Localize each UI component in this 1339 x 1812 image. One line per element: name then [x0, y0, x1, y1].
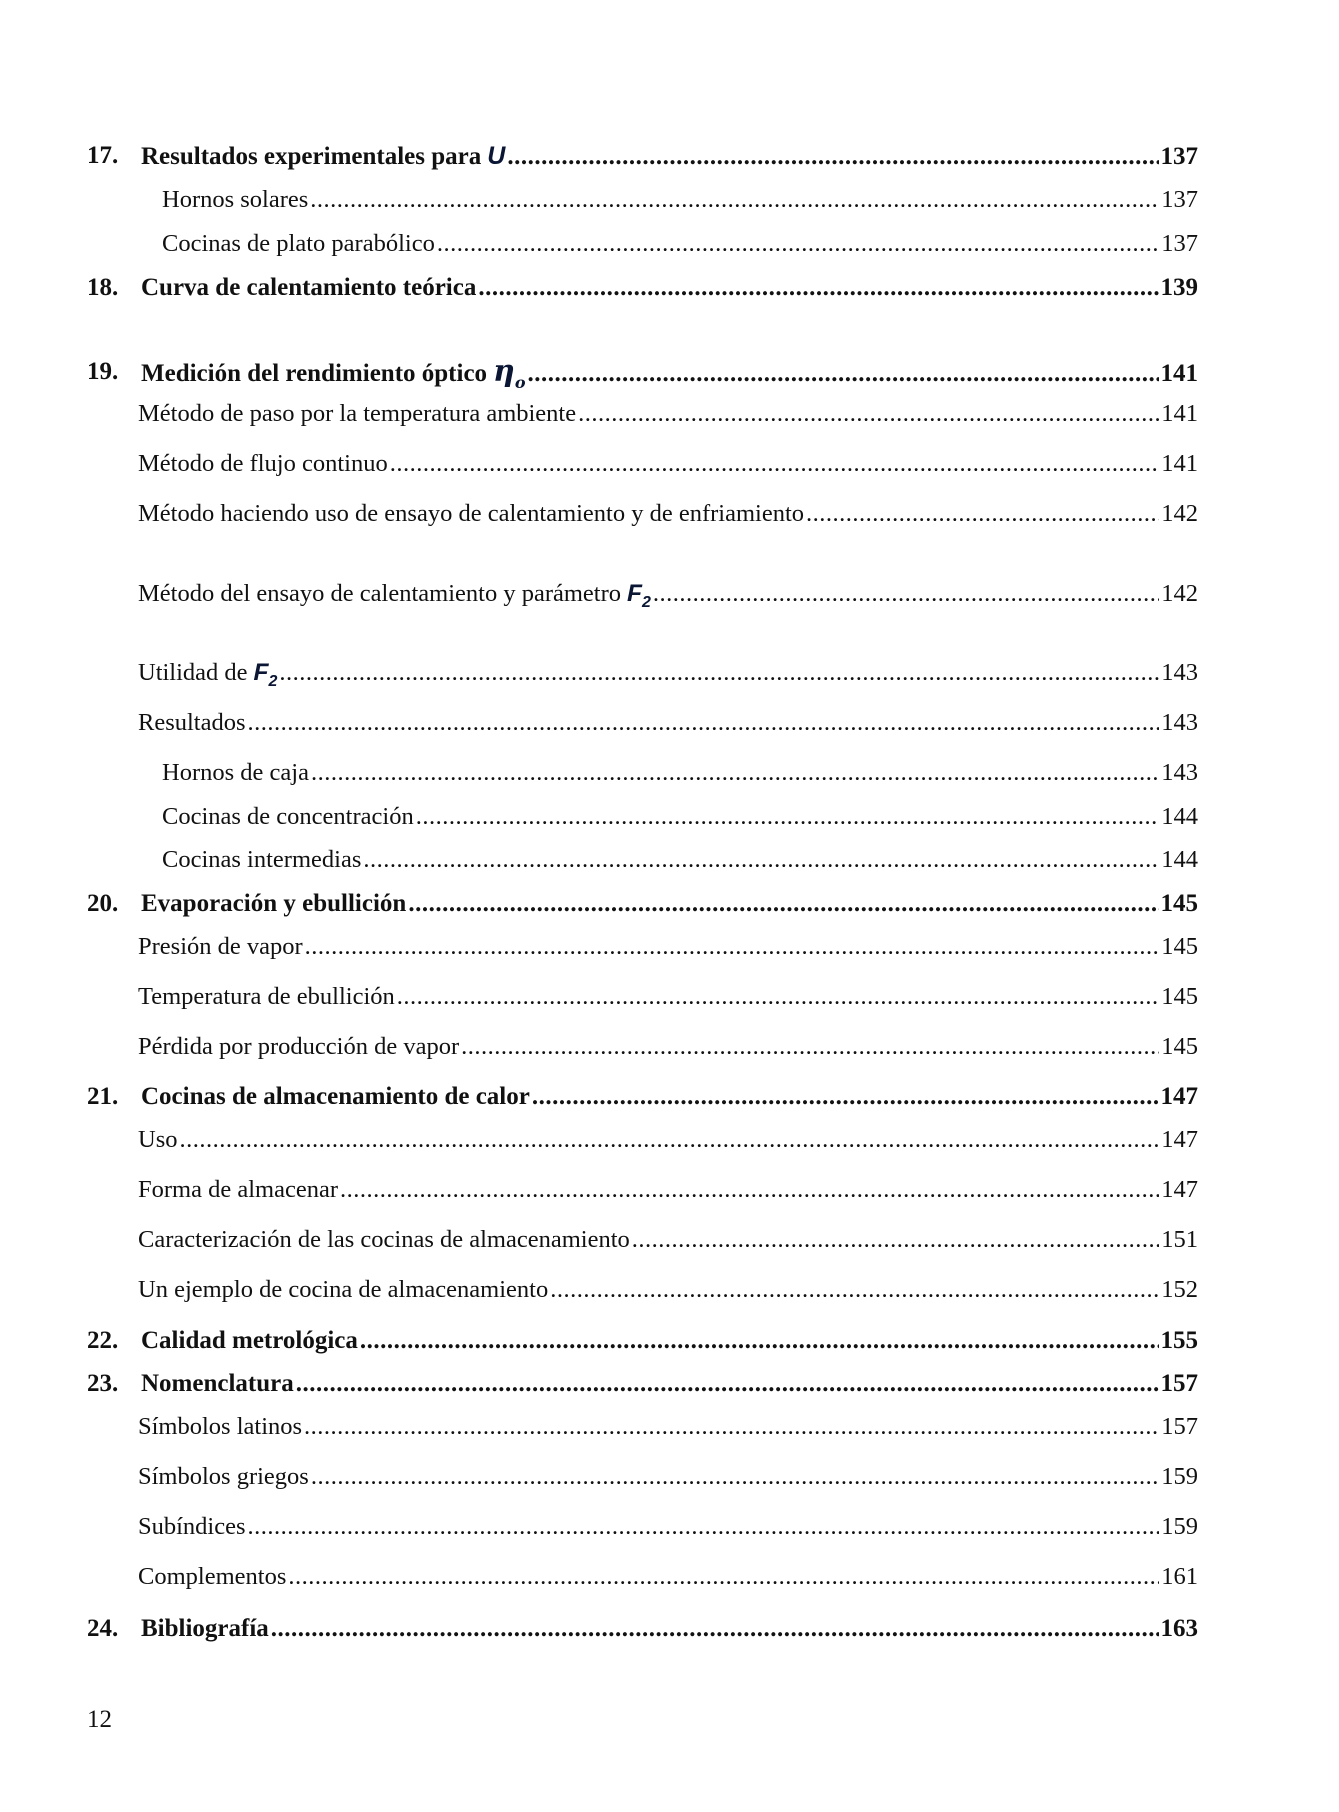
toc-entry-title: Cocinas de almacenamiento de calor — [141, 1083, 530, 1110]
toc-page-number: 157 — [1161, 1413, 1198, 1440]
toc-entry-title: Medición del rendimiento óptico $\eta_o$ — [141, 354, 526, 392]
dot-leader — [532, 1080, 1159, 1114]
toc-entry-number: 22. — [87, 1327, 119, 1354]
toc-entry-ejemplo-cocina[interactable] — [0, 1273, 1339, 1307]
dot-leader — [340, 1173, 1159, 1207]
toc-entry-title: Complementos — [138, 1563, 287, 1590]
toc-entry-title: Cocinas intermedias — [162, 846, 362, 873]
toc-entry-title: Presión de vapor — [138, 933, 303, 960]
dot-leader — [478, 271, 1158, 305]
toc-entry-cocinas-plato-parabolico[interactable] — [0, 227, 1339, 261]
toc-entry-title: Subíndices — [138, 1513, 246, 1540]
toc-page-number: 142 — [1161, 580, 1198, 607]
toc-page-number: 144 — [1161, 803, 1198, 830]
dot-leader — [271, 1612, 1159, 1646]
toc-page-number: 155 — [1160, 1327, 1198, 1354]
toc-entry-title: Método de flujo continuo — [138, 450, 388, 477]
toc-entry-title: Forma de almacenar — [138, 1176, 338, 1203]
toc-page-number: 143 — [1161, 709, 1198, 736]
dot-leader — [653, 577, 1159, 611]
toc-entry-title: Cocinas de plato parabólico — [162, 230, 435, 257]
toc-entry-18[interactable] — [0, 271, 1339, 305]
dot-leader — [248, 706, 1160, 740]
dot-leader — [390, 447, 1160, 481]
toc-entry-caracterizacion[interactable] — [0, 1223, 1339, 1257]
toc-entry-title: Nomenclatura — [141, 1370, 294, 1397]
toc-page-number: 157 — [1160, 1370, 1198, 1397]
toc-entry-simbolos-latinos[interactable] — [0, 1410, 1339, 1444]
toc-entry-title: Evaporación y ebullición — [141, 890, 407, 917]
toc-entry-metodo-temperatura-ambiente[interactable] — [0, 397, 1339, 431]
toc-entry-title: Pérdida por producción de vapor — [138, 1033, 460, 1060]
dot-leader — [550, 1273, 1159, 1307]
toc-page-number: 145 — [1160, 890, 1198, 917]
dot-leader — [363, 843, 1159, 877]
toc-page-number: 152 — [1161, 1276, 1198, 1303]
dot-leader — [311, 1460, 1159, 1494]
dot-leader — [304, 1410, 1159, 1444]
dot-leader — [296, 1367, 1159, 1401]
toc-entry-title: Curva de calentamiento teórica — [141, 274, 477, 301]
toc-entry-forma-almacenar[interactable] — [0, 1173, 1339, 1207]
dot-leader — [528, 357, 1159, 391]
toc-entry-title: Símbolos griegos — [138, 1463, 309, 1490]
toc-page-number: 145 — [1161, 983, 1198, 1010]
dot-leader — [416, 800, 1160, 834]
toc-entry-20[interactable] — [0, 887, 1339, 921]
toc-entry-24[interactable] — [0, 1612, 1339, 1646]
dot-leader — [397, 980, 1159, 1014]
dot-leader — [806, 497, 1159, 531]
toc-entry-hornos-de-caja[interactable] — [0, 756, 1339, 790]
dot-leader — [578, 397, 1159, 431]
toc-entry-title: Utilidad de $F_2$ — [138, 659, 278, 690]
toc-entry-metodo-calentamiento-enfriamiento[interactable] — [0, 497, 1339, 531]
toc-page-number: 163 — [1160, 1615, 1198, 1642]
toc-page-number: 147 — [1160, 1083, 1198, 1110]
toc-entry-temperatura-ebullicion[interactable] — [0, 980, 1339, 1014]
toc-page-number: 143 — [1161, 759, 1198, 786]
toc-page-number: 145 — [1161, 1033, 1198, 1060]
dot-leader — [507, 140, 1158, 174]
toc-entry-title: Método de paso por la temperatura ambiente — [138, 400, 577, 427]
toc-page-number: 141 — [1161, 450, 1198, 477]
toc-entry-title: Método haciendo uso de ensayo de calentamiento y de enfriamiento — [138, 500, 805, 527]
toc-entry-title: Un ejemplo de cocina de almacenamiento — [138, 1276, 549, 1303]
toc-entry-title: Temperatura de ebullición — [138, 983, 395, 1010]
toc-entry-hornos-solares[interactable] — [0, 183, 1339, 217]
dot-leader — [632, 1223, 1159, 1257]
toc-entry-22[interactable] — [0, 1324, 1339, 1358]
page-number: 12 — [87, 1706, 112, 1733]
toc-page-number: 137 — [1161, 186, 1198, 213]
toc-entry-simbolos-griegos[interactable] — [0, 1460, 1339, 1494]
dot-leader — [288, 1560, 1159, 1594]
toc-page-number: 159 — [1161, 1463, 1198, 1490]
toc-entry-utilidad-f2[interactable] — [0, 656, 1339, 690]
toc-entry-cocinas-concentracion[interactable] — [0, 800, 1339, 834]
toc-entry-presion-vapor[interactable] — [0, 930, 1339, 964]
toc-entry-number: 17. — [87, 142, 119, 169]
toc-entry-23[interactable] — [0, 1367, 1339, 1401]
toc-page-number: 147 — [1161, 1176, 1198, 1203]
toc-entry-title: Hornos de caja — [162, 759, 309, 786]
toc-entry-number: 23. — [87, 1370, 119, 1397]
toc-page-number: 139 — [1160, 274, 1198, 301]
math-symbol-u: U — [487, 142, 506, 170]
toc-entry-number: 24. — [87, 1615, 119, 1642]
math-symbol-eta: $\eta_o$ — [493, 354, 526, 392]
toc-entry-complementos[interactable] — [0, 1560, 1339, 1594]
toc-entry-number: 19. — [87, 358, 119, 385]
toc-entry-17[interactable] — [0, 139, 1339, 173]
dot-leader — [437, 227, 1159, 261]
toc-entry-number: 21. — [87, 1083, 119, 1110]
toc-entry-title: Cocinas de concentración — [162, 803, 414, 830]
toc-page-number: 141 — [1161, 400, 1198, 427]
toc-entry-title: Resultados experimentales para U — [141, 142, 506, 170]
toc-entry-number: 20. — [87, 890, 119, 917]
toc-entry-title: Calidad metrológica — [141, 1327, 358, 1354]
math-symbol-f2: $F_2$ — [627, 580, 651, 611]
toc-entry-title: Bibliografía — [141, 1615, 269, 1642]
toc-page-number: 145 — [1161, 933, 1198, 960]
toc-page-number: 144 — [1161, 846, 1198, 873]
toc-entry-title: Resultados — [138, 709, 246, 736]
toc-entry-uso[interactable] — [0, 1123, 1339, 1157]
toc-page-number: 147 — [1161, 1126, 1198, 1153]
toc-page-number: 137 — [1161, 230, 1198, 257]
toc-entry-metodo-parametro-f2[interactable] — [0, 577, 1339, 611]
toc-entry-title: Método del ensayo de calentamiento y parámetro $F_2$ — [138, 580, 651, 611]
dot-leader — [248, 1510, 1160, 1544]
toc-entry-title: Uso — [138, 1126, 178, 1153]
toc-page-number: 141 — [1160, 360, 1198, 387]
dot-leader — [360, 1324, 1159, 1358]
toc-page-number: 161 — [1161, 1563, 1198, 1590]
toc-entry-19[interactable] — [0, 354, 1339, 392]
toc-entry-21[interactable] — [0, 1080, 1339, 1114]
toc-entry-resultados[interactable] — [0, 706, 1339, 740]
toc-page-number: 159 — [1161, 1513, 1198, 1540]
dot-leader — [279, 656, 1159, 690]
toc-page-number: 151 — [1161, 1226, 1198, 1253]
toc-entry-subindices[interactable] — [0, 1510, 1339, 1544]
math-symbol-f2: $F_2$ — [253, 659, 278, 690]
toc-entry-number: 18. — [87, 274, 119, 301]
toc-page-number: 142 — [1161, 500, 1198, 527]
dot-leader — [311, 756, 1159, 790]
dot-leader — [310, 183, 1159, 217]
dot-leader — [305, 930, 1160, 964]
toc-entry-title: Símbolos latinos — [138, 1413, 303, 1440]
toc-entry-metodo-flujo-continuo[interactable] — [0, 447, 1339, 481]
toc-entry-title: Caracterización de las cocinas de almacenamiento — [138, 1226, 630, 1253]
toc-page-number: 143 — [1161, 659, 1198, 686]
dot-leader — [461, 1030, 1159, 1064]
toc-page-number: 137 — [1160, 143, 1198, 170]
dot-leader — [179, 1123, 1159, 1157]
toc-entry-cocinas-intermedias[interactable] — [0, 843, 1339, 877]
toc-entry-perdida-vapor[interactable] — [0, 1030, 1339, 1064]
dot-leader — [408, 887, 1158, 921]
toc-entry-title: Hornos solares — [162, 186, 309, 213]
